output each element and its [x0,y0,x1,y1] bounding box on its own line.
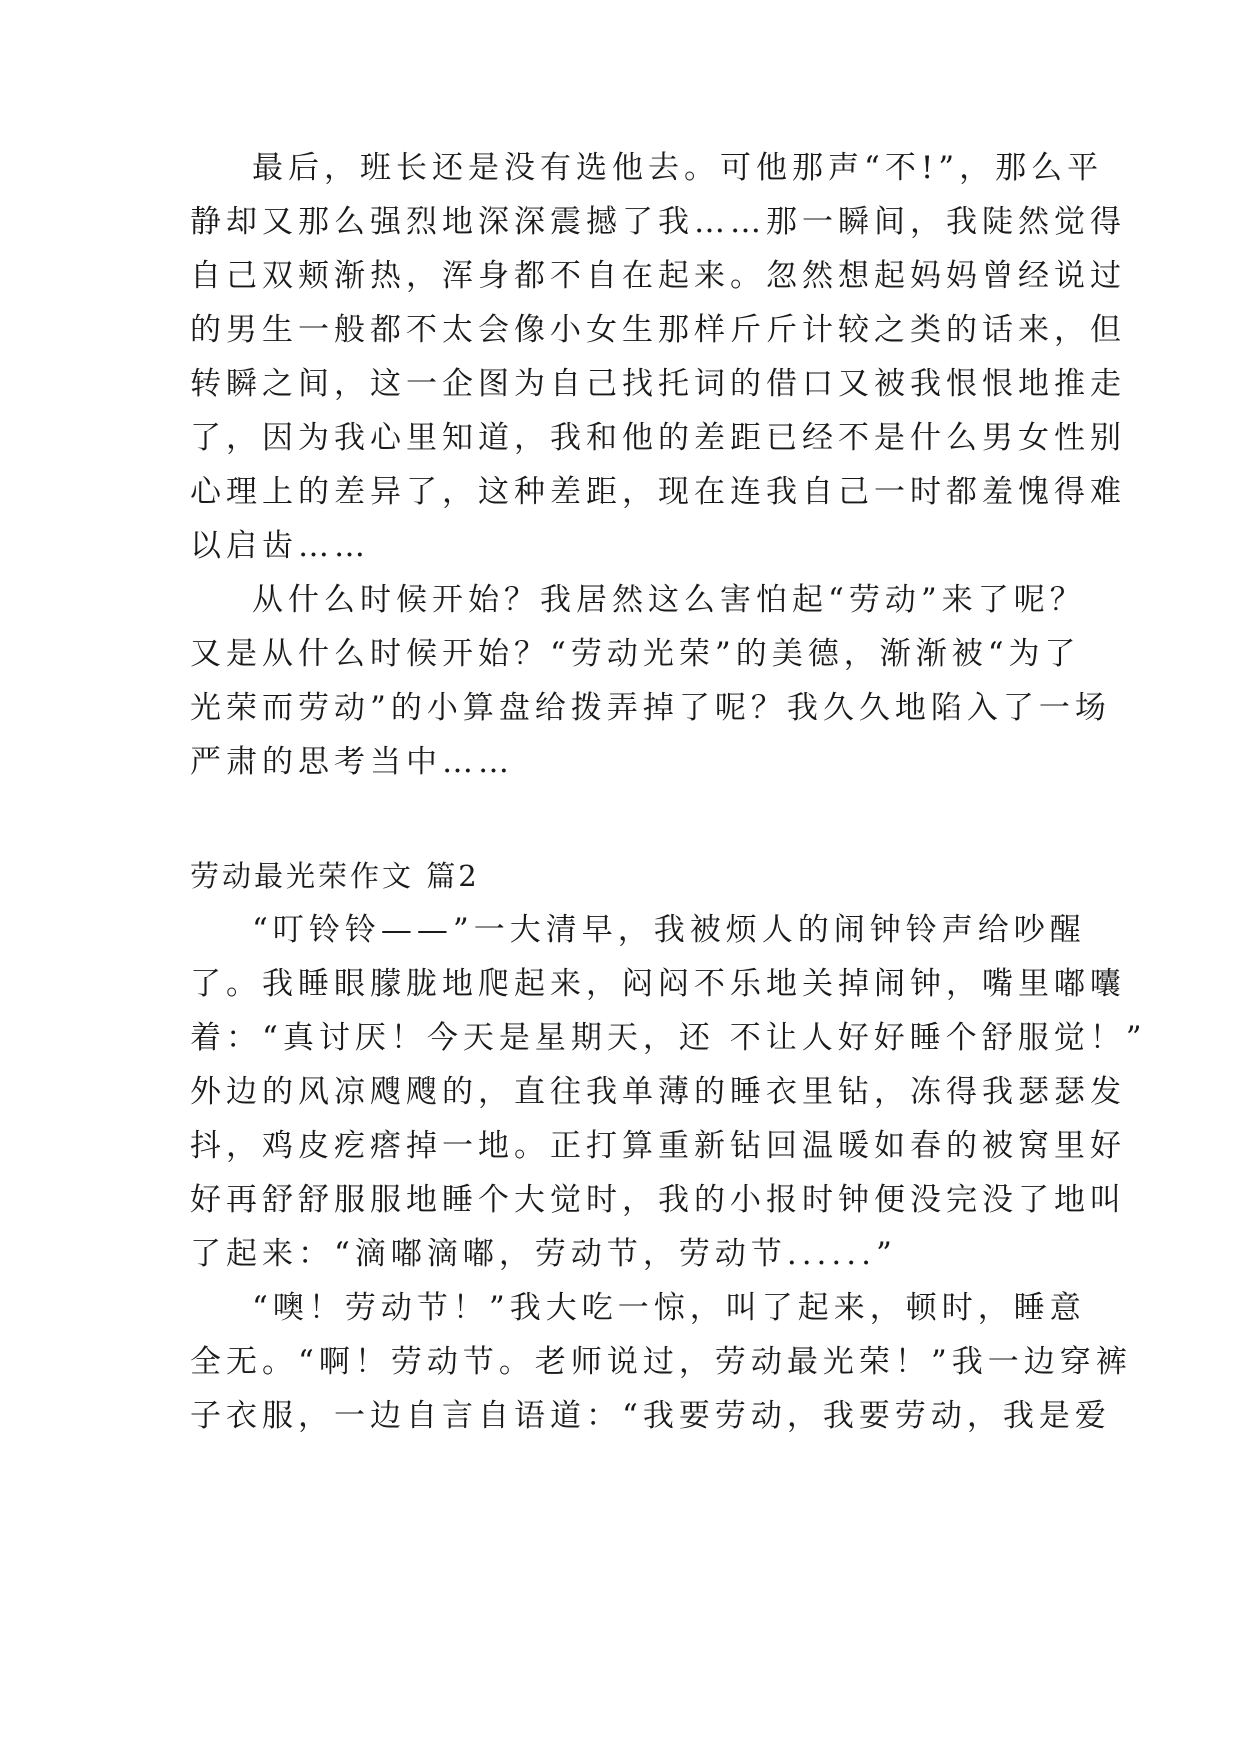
text-line: 了。我睡眼朦胧地爬起来，闷闷不乐地关掉闹钟，嘴里嘟囔 [190,966,1126,1002]
text-line: 了起来：“滴嘟滴嘟，劳动节，劳动节......” [190,1236,897,1272]
text-line: 子衣服，一边自言自语道：“我要劳动，我要劳动，我是爱 [190,1398,1111,1434]
text-line: 从什么时候开始？我居然这么害怕起“劳动”来了呢？ [252,582,1086,618]
section-heading: 劳动最光荣作文 篇2 [190,859,480,893]
text-line: 光荣而劳动”的小算盘给拨弄掉了呢？我久久地陷入了一场 [190,690,1111,726]
text-line: 外边的风凉飕飕的，直往我单薄的睡衣里钻，冻得我瑟瑟发 [190,1074,1126,1110]
text-line: 抖，鸡皮疙瘩掉一地。正打算重新钻回温暖如春的被窝里好 [190,1128,1126,1164]
text-line: “噢！劳动节！”我大吃一惊，叫了起来，顿时，睡意 [252,1290,1086,1326]
text-line: 自己双颊渐热，浑身都不自在起来。忽然想起妈妈曾经说过 [190,258,1126,294]
text-line: 好再舒舒服服地睡个大觉时，我的小报时钟便没完没了地叫 [190,1182,1126,1218]
text-line: 的男生一般都不太会像小女生那样斤斤计较之类的话来，但 [190,312,1126,348]
text-line: 严肃的思考当中…… [190,744,514,780]
text-line: 全无。“啊！劳动节。老师说过，劳动最光荣！”我一边穿裤 [190,1344,1132,1380]
text-line: 以启齿…… [190,528,370,564]
text-line: 转瞬之间，这一企图为自己找托词的借口又被我恨恨地推走 [190,366,1126,402]
text-line: 着：“真讨厌！今天是星期天，还 不让人好好睡个舒服觉！” [190,1020,1147,1056]
text-line: 心理上的差异了，这种差距，现在连我自己一时都羞愧得难 [190,474,1126,510]
text-line: 最后，班长还是没有选他去。可他那声“不!”，那么平 [252,150,1104,186]
text-line: “叮铃铃——”一大清早，我被烦人的闹钟铃声给吵醒 [252,912,1086,948]
text-line: 又是从什么时候开始？“劳动光荣”的美德，渐渐被“为了 [190,636,1081,672]
text-line: 静却又那么强烈地深深震撼了我……那一瞬间，我陡然觉得 [190,204,1126,240]
text-line: 了，因为我心里知道，我和他的差距已经不是什么男女性别 [190,420,1126,456]
